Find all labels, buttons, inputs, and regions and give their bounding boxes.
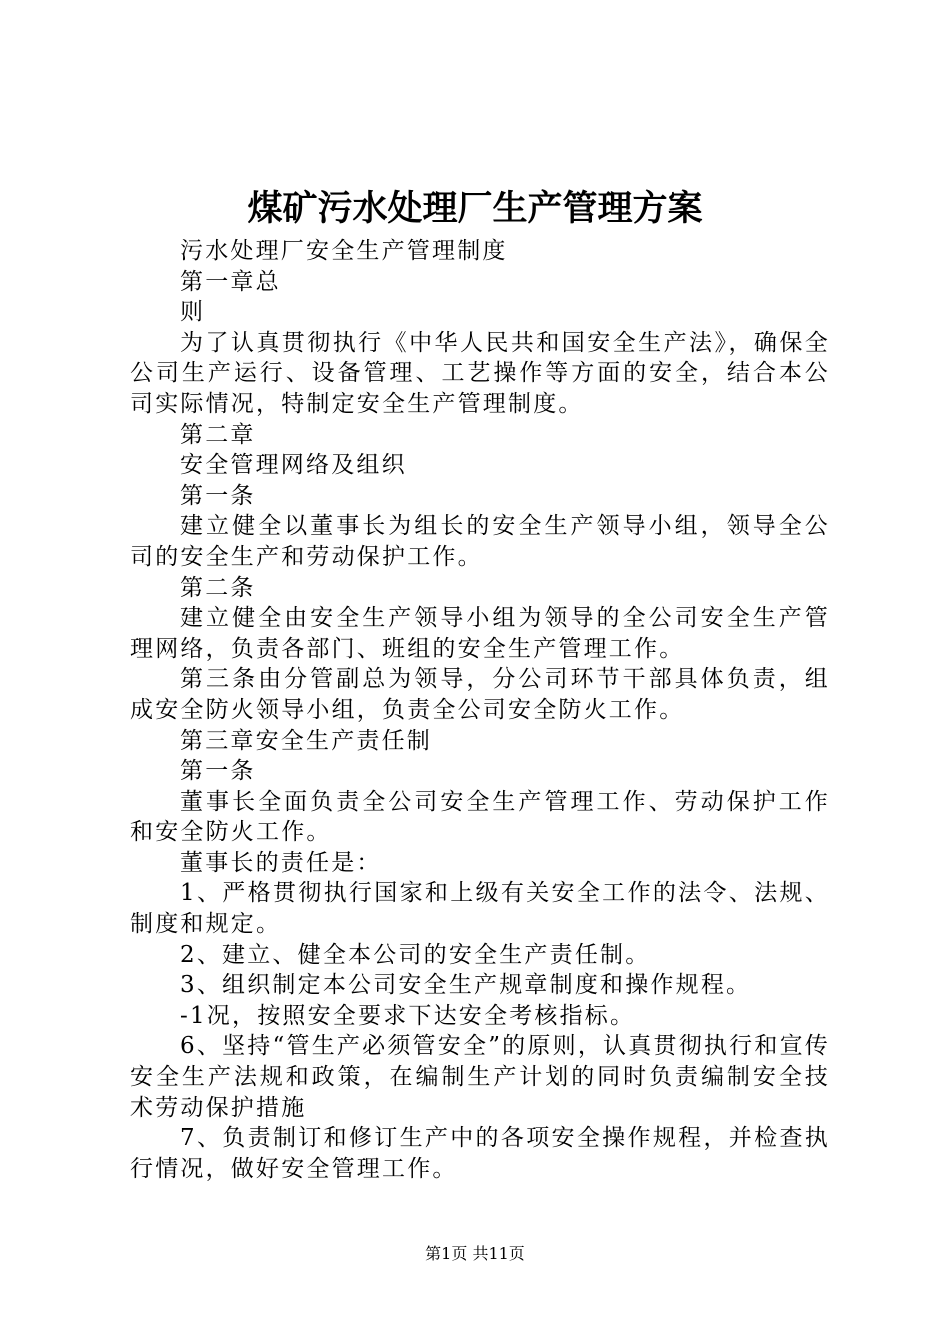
paragraph: 董事长的责任是： <box>180 849 382 876</box>
page-footer: 第1页 共11页 <box>425 1244 525 1263</box>
document-body <box>130 236 830 1184</box>
paragraph: 2、建立、健全本公司的安全生产责任制。 <box>180 941 651 968</box>
paragraph: 1、严格贯彻执行国家和上级有关安全工作的法令、法规、制度和规定。 <box>130 880 830 938</box>
paragraph: 第一条 <box>180 758 256 785</box>
paragraph: 第二章 <box>180 421 256 448</box>
paragraph: -1况，按照安全要求下达安全考核指标。 <box>180 1002 636 1029</box>
paragraph: 第一条 <box>180 482 256 509</box>
paragraph: 建立健全以董事长为组长的安全生产领导小组，领导全公司的安全生产和劳动保护工作。 <box>130 513 830 570</box>
paragraph: 安全管理网络及组织 <box>180 452 407 479</box>
paragraph: 3、组织制定本公司安全生产规章制度和操作规程。 <box>180 972 752 999</box>
paragraph: 建立健全由安全生产领导小组为领导的全公司安全生产管理网络，负责各部门、班组的安全生产管理工作。 <box>130 605 830 662</box>
paragraph: 则 <box>180 299 206 326</box>
paragraph: 第一章总 <box>180 268 281 295</box>
paragraph: 第三条由分管副总为领导，分公司环节干部具体负责，组成安全防火领导小组，负责全公司安全防火工作。 <box>130 666 830 723</box>
paragraph: 董事长全面负责全公司安全生产管理工作、劳动保护工作和安全防火工作。 <box>130 788 830 846</box>
paragraph: 第二条 <box>180 574 256 601</box>
paragraph: 7、负责制订和修订生产中的各项安全操作规程，并检查执行情况，做好安全管理工作。 <box>130 1125 830 1182</box>
paragraph: 6、坚持“管生产必须管安全”的原则，认真贯彻执行和宣传安全生产法规和政策，在编制生产计划的同时负责编制安全技术劳动保护措施 <box>130 1033 830 1121</box>
paragraph: 为了认真贯彻执行《中华人民共和国安全生产法》，确保全公司生产运行、设备管理、工艺操作等方面的安全，结合本公司实际情况，特制定安全生产管理制度。 <box>130 329 830 417</box>
paragraph: 污水处理厂安全生产管理制度 <box>180 238 508 264</box>
paragraph: 第三章安全生产责任制 <box>180 727 432 754</box>
document-title: 煤矿污水处理厂生产管理方案 <box>247 188 703 229</box>
